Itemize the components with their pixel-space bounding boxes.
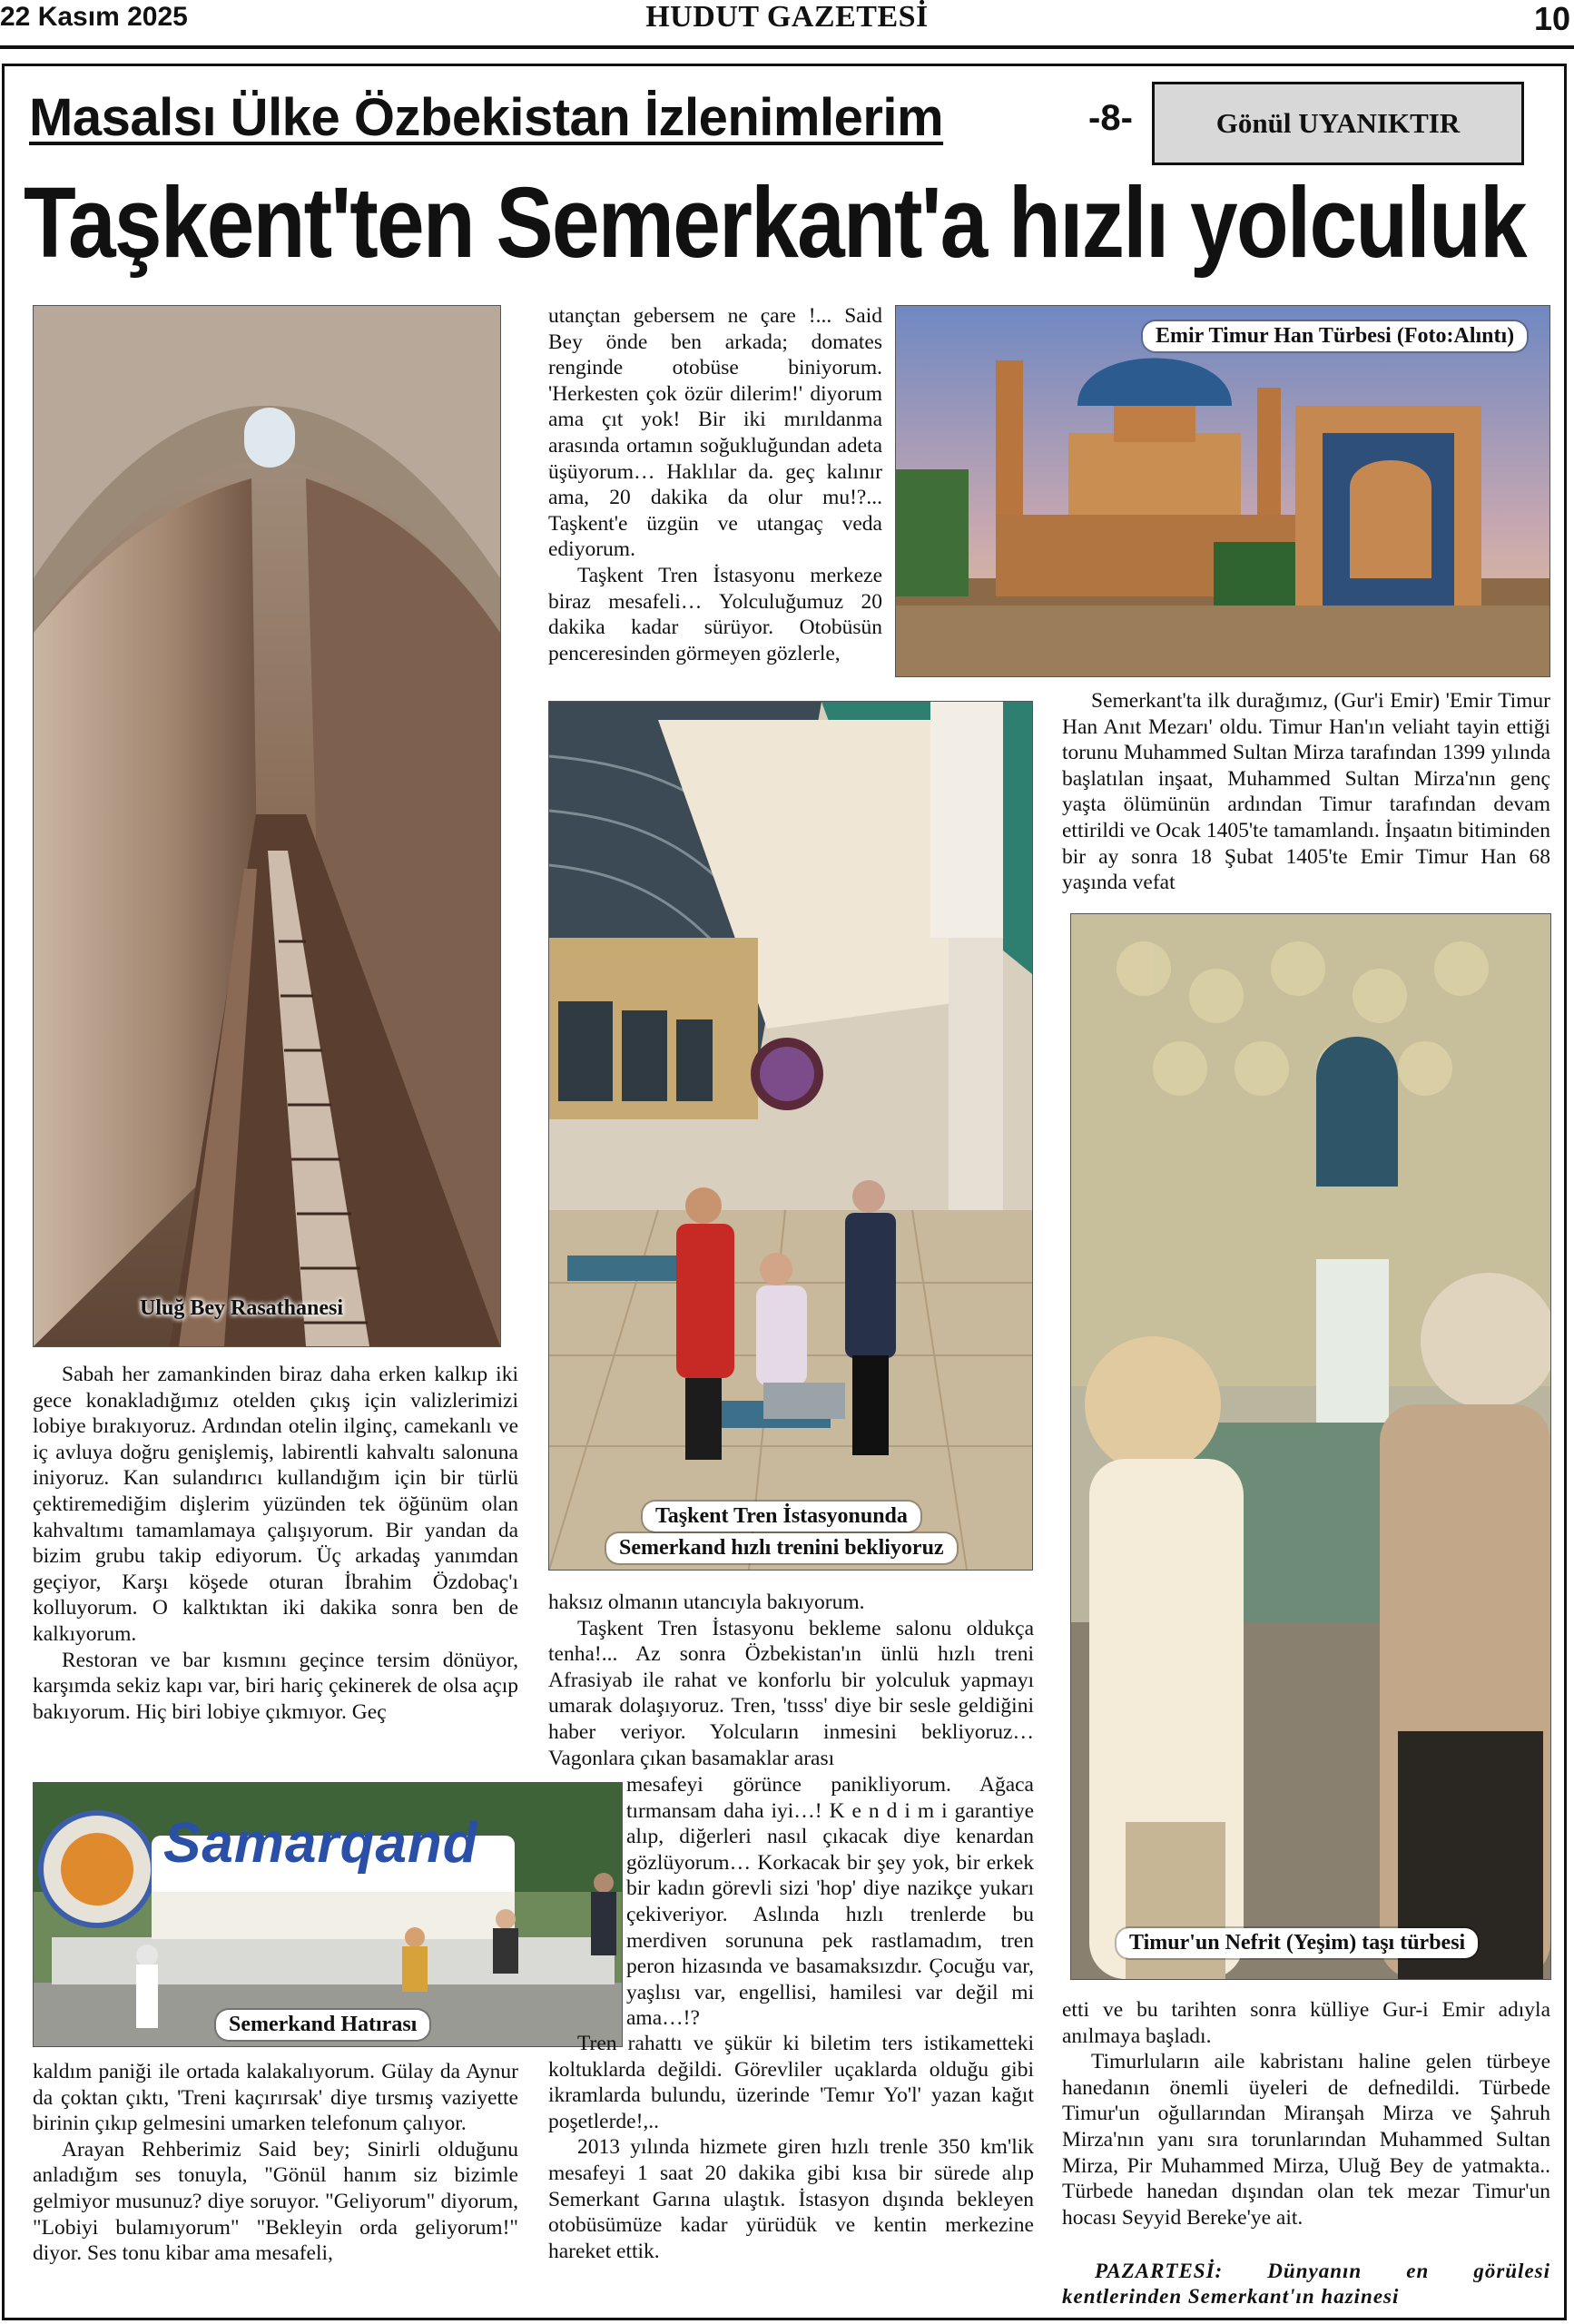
series-title: Masalsı Ülke Özbekistan İzlenimlerim [29,88,944,147]
column-3-top [1062,688,1550,896]
paragraph: Taşkent Tren İstasyonu bekleme salonu oldukça tenha!... Az sonra Özbekistan'ın ünlü hızlı treni Afrasiyab ile rahat ve konforlu bir yolculuk yapmayı umarak dolaşıyoruz. Tren, 'tısss' diye bir sesle geldiğini haber veriyor. Yolcuların inmesini bekliyoruz… Vagonlara çıkan basamaklar arası [548,1616,1034,1770]
samarqand-sign: Samarqand [163,1812,478,1875]
emir-timur-caption: Emir Timur Han Türbesi (Foto:Alıntı) [1143,321,1527,351]
paragraph: Tren rahattı ve şükür ki biletim ters istikametteki koltuklarda değildi. Görevliler uçaklarda olduğu gibi ikramlarda bulundu, üzerinde 'Temır Yo'l' yazan kağıt poşetlerde!,.. [548,2032,1034,2133]
observatory-caption: Uluğ Bey Rasathanesi [140,1296,344,1320]
nefrit-caption: Timur'un Nefrit (Yeşim) taşı türbesi [1117,1928,1478,1958]
next-issue-text: Dünyanın en görülesi kentlerinden Semerkant'ın hazinesi [1062,2260,1550,2308]
paragraph: Sabah her zamankinden biraz daha erken kalkıp iki gece konakladığımız otelden çıkış için valizlerimizi lobiye bırakıyoruz. Ardından otelin ilginç, camekanlı ve iç avluya doğru genişlemiş, labirentli kahvaltı salonuna iniyoruz. Kan sulandırıcı kullandığım için bir türlü çektiremediğim dişlerim yüzünden tek öğünüm olan kahvaltımı tamamlamaya çalışıyorum. Bir yandan da bizim grubu takip ediyorum. Üç arkadaş yanımdan geçiyor, Karşı köşede oturan İbrahim Özdobaç'ı kolluyorum. O kalktıktan iki dakika sonra ben de kalkıyorum. [33,1363,518,1646]
station-caption-line1: Taşkent Tren İstasyonunda [643,1502,920,1531]
paragraph: Taşkent Tren İstasyonu merkeze biraz mesafeli… Yolculuğumuz 20 dakika kadar sürüyor. Otobüsün penceresinden görmeyen gözlerle, [548,563,882,665]
station-caption-line2: Semerkand hızlı trenini bekliyoruz [606,1533,957,1563]
newspaper-name: HUDUT GAZETESİ [645,0,929,34]
paragraph: mesafeyi görünce panikliyorum. Ağaca tırmansam daha iyi…! K e n d i m i garantiye alıp, diğerleri nasıl çıkacak diye kenardan gözlüyorum… Korkacak bir şey yok, bir erkek bir kadın görevli sizi 'hop' diye nazikçe yukarı çekiveriyor. Aslında hızlı trenlerde bu merdiven sorununa pek rastlamadım, tren peron hizasında ve basamaksızdır. Çocuğu var, yaşlısı var, engellisi, hamilesi var değil mi ama…!? [626,1773,1034,2031]
column-2-bottom [548,2031,1034,2264]
paragraph: kaldım paniği ile ortada kalakalıyorum. Gülay da Aynur da çoktan çıktı, 'Treni kaçırırsak' diye tırsmış vaziyette birinin çıkıp gelmesini umarken telefonum çalıyor. [33,2060,518,2136]
column-2-mid [548,1590,1034,1771]
column-2-narrow [626,1772,1034,2032]
nefrit-image [1071,914,1550,1979]
observatory-image [34,306,500,1346]
issue-date: 22 Kasım 2025 [0,2,188,32]
column-1-bottom [33,2059,518,2267]
next-issue-teaser [1062,2259,1550,2309]
masthead-rule [0,45,1574,49]
nefrit-photo [1070,913,1551,1980]
paragraph: haksız olmanın utancıyla bakıyorum. [548,1590,865,1614]
author-name: Gönül UYANIKTIR [1215,107,1461,139]
column-3-bottom [1062,1997,1550,2230]
paragraph: Semerkant'ta ilk durağımız, (Gur'i Emir) 'Emir Timur Han Anıt Mezarı' oldu. Timur Han'ın veliaht tayin ettiği torunu Muhammed Sultan Mirza tarafından 1399 yılında başlatılan inşaat, Muhammed Sultan Mirza'nın genç yaşta ölümünün ardından Timur tarafından devam ettirildi ve Ocak 1405'te tamamlandı. İnşaatın bitiminden bir ay sonra 18 Şubat 1405'te Emir Timur Han 68 yaşında vefat [1062,689,1550,895]
page-number: 10 [1533,0,1570,37]
paragraph: Timurluların aile kabristanı haline gelen türbeye hanedanın önemli üyeleri de defnedildi. Türbede Timur'un oğullarından Miranşah Mirza ve Şahruh Mirza'nın yanı sıra torunlarından Muhammed Sultan Mirza, Pir Muhammed Mirza, Uluğ Bey de yatmakta.. Türbede hanedan dışından olan tek mezar Timur'un hocası Seyyid Bereke'ye ait. [1062,2050,1550,2230]
series-part: -8- [1088,98,1133,138]
paragraph: Restoran ve bar kısmını geçince tersim dönüyor, karşımda sekiz kapı var, biri hariç çekinerek de olsa açıp bakıyorum. Hiç biri lobiye çıkmıyor. Geç [33,1648,518,1724]
column-2-top [548,303,882,666]
paragraph: utançtan gebersem ne çare !... Said Bey önde ben arkada; domates renginde otobüse biniyorum. 'Herkesten çok özür dilerim!' diyorum ama çıt yok! Bir iki mırıldanma arasında ortamın soğukluğundan adeta üşüyorum… Haklılar da. geç kalınır ama, 20 dakika da olur mu!?... Taşkent'e üzgün ve utangaç veda ediyorum. [548,304,882,562]
next-issue-day: PAZARTESİ: [1095,2260,1224,2282]
emir-timur-image [896,306,1549,676]
headline: Taşkent'ten Semerkant'a hızlı yolculuk [24,167,1526,279]
observatory-photo [33,305,501,1347]
paragraph: etti ve bu tarihten sonra külliye Gur-i Emir adıyla anılmaya başladı. [1062,1998,1550,2048]
paragraph: Arayan Rehberimiz Said bey; Sinirli olduğunu anladığım ses tonuyla, "Gönül hanım siz bizimle gelmiyor musunuz? diye soruyor. "Geliyorum" diyorum, "Lobiyi bulamıyorum" "Bekleyin orda geliyorum!" diyor. Ses tonu kibar ama mesafeli, [33,2137,518,2266]
station-photo [548,701,1033,1571]
station-image [549,702,1032,1570]
emir-timur-photo [895,305,1550,677]
samarqand-caption: Semerkand Hatırası [216,2010,429,2040]
paragraph: 2013 yılında hizmete giren hızlı trenle 350 km'lik mesafeyi 1 saat 20 dakika gibi kısa bir sürede alıp Semerkant Garına ulaştık. İstasyon dışında bekleyen otobüsümüze kadar yürüdük ve kentin merkezine hareket ettik. [548,2135,1034,2263]
column-1-top [33,1362,518,1725]
